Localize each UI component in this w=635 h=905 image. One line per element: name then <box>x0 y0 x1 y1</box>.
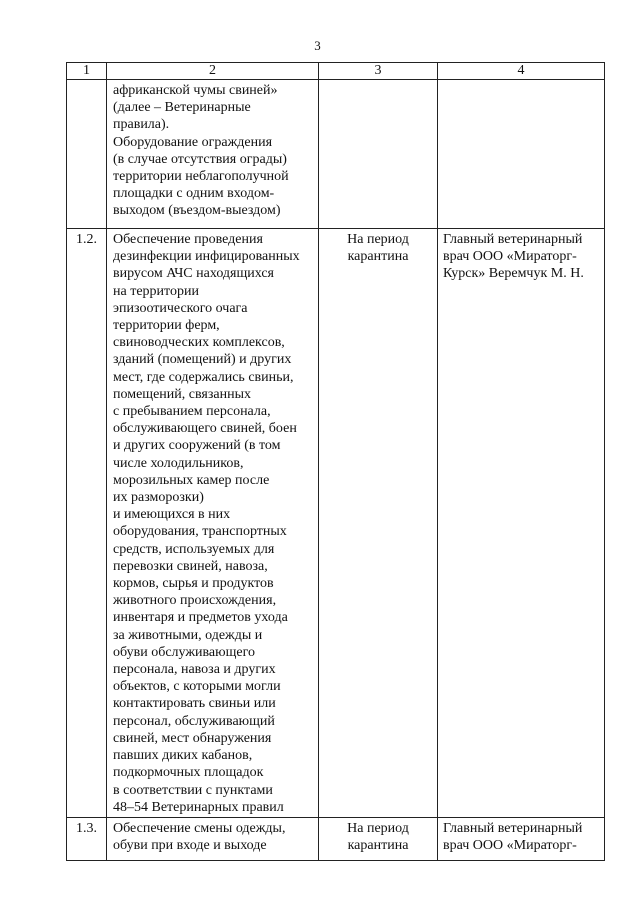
description-line: животного происхождения, <box>113 593 277 609</box>
responsible-line: Курск» Веремчук М. Н. <box>443 266 584 282</box>
description-line: свиноводческих комплексов, <box>113 335 285 351</box>
column-header: 3 <box>319 63 438 80</box>
row-number <box>67 80 107 229</box>
deadline-line: На период <box>347 232 409 247</box>
description-line: выходом (въездом-выездом) <box>113 203 281 219</box>
column-header: 4 <box>438 63 605 80</box>
table-row <box>67 818 605 861</box>
description-line: за животными, одежды и <box>113 627 263 643</box>
description-line: вирусом АЧС находящихся <box>113 266 274 282</box>
description-line: с пребыванием персонала, <box>113 404 271 420</box>
deadline-line: На период <box>347 821 409 836</box>
measure-description <box>107 80 319 229</box>
responsible-line: Главный ветеринарный <box>443 232 583 247</box>
description-line: обуви при входе и выходе <box>113 838 267 854</box>
description-line: перевозки свиней, навоза, <box>113 558 268 574</box>
deadline-cell <box>319 80 438 229</box>
deadline-line: карантина <box>347 249 409 265</box>
description-line: 48–54 Ветеринарных правил <box>113 799 284 815</box>
table-row <box>67 80 605 229</box>
description-line: площадки с одним входом- <box>113 186 275 202</box>
description-line: инвентаря и предметов ухода <box>113 610 288 626</box>
description-line: свиней, мест обнаружения <box>113 730 272 746</box>
description-line: (далее – Ветеринарные <box>113 100 251 116</box>
page-number: 3 <box>314 38 321 53</box>
table-header-row <box>67 63 605 80</box>
deadline-line: карантина <box>347 838 409 854</box>
description-line: африканской чумы свиней» <box>113 83 278 98</box>
description-line: правила). <box>113 117 170 133</box>
description-line: и других сооружений (в том <box>113 438 281 454</box>
description-line: оборудования, транспортных <box>113 524 287 540</box>
responsible-cell <box>438 229 605 818</box>
responsible-line: Главный ветеринарный <box>443 821 583 836</box>
action-plan-table <box>66 62 605 861</box>
description-line: обуви обслуживающего <box>113 644 255 660</box>
description-line: обслуживающего свиней, боен <box>113 421 297 437</box>
description-line: территории неблагополучной <box>113 169 289 185</box>
description-line: дезинфекции инфицированных <box>113 249 300 265</box>
responsible-cell <box>438 80 605 229</box>
column-header: 1 <box>67 63 107 80</box>
description-line: персонала, навоза и других <box>113 662 276 678</box>
description-line: павших диких кабанов, <box>113 748 253 764</box>
description-line: в соответствии с пунктами <box>113 782 273 798</box>
responsible-line: врач ООО «Мираторг- <box>443 838 577 854</box>
description-line: объектов, с которыми могли <box>113 679 281 695</box>
description-line: территории ферм, <box>113 318 220 334</box>
deadline-cell <box>319 229 438 818</box>
responsible-line: врач ООО «Мираторг- <box>443 249 577 265</box>
description-line: мест, где содержались свиньи, <box>113 369 294 385</box>
row-number: 1.2. <box>67 229 107 818</box>
description-line: контактировать свиньи или <box>113 696 276 712</box>
deadline-cell <box>319 818 438 861</box>
description-line: средств, используемых для <box>113 541 275 557</box>
description-line: морозильных камер после <box>113 472 270 488</box>
description-line: подкормочных площадок <box>113 765 264 781</box>
description-line: кормов, сырья и продуктов <box>113 576 274 592</box>
description-line: на территории <box>113 283 199 299</box>
row-number: 1.3. <box>67 818 107 861</box>
description-line: Оборудование ограждения <box>113 134 273 150</box>
responsible-cell <box>438 818 605 861</box>
description-line: Обеспечение смены одежды, <box>113 821 286 836</box>
description-line: числе холодильников, <box>113 455 244 471</box>
description-line: эпизоотического очага <box>113 300 248 316</box>
column-header: 2 <box>107 63 319 80</box>
description-line: зданий (помещений) и других <box>113 352 292 368</box>
description-line: помещений, связанных <box>113 386 251 402</box>
table-row <box>67 229 605 818</box>
description-line: (в случае отсутствия ограды) <box>113 151 287 167</box>
measure-description <box>107 229 319 818</box>
description-line: их разморозки) <box>113 490 204 506</box>
description-line: персонал, обслуживающий <box>113 713 275 729</box>
description-line: Обеспечение проведения <box>113 232 263 247</box>
description-line: и имеющихся в них <box>113 507 231 523</box>
measure-description <box>107 818 319 861</box>
